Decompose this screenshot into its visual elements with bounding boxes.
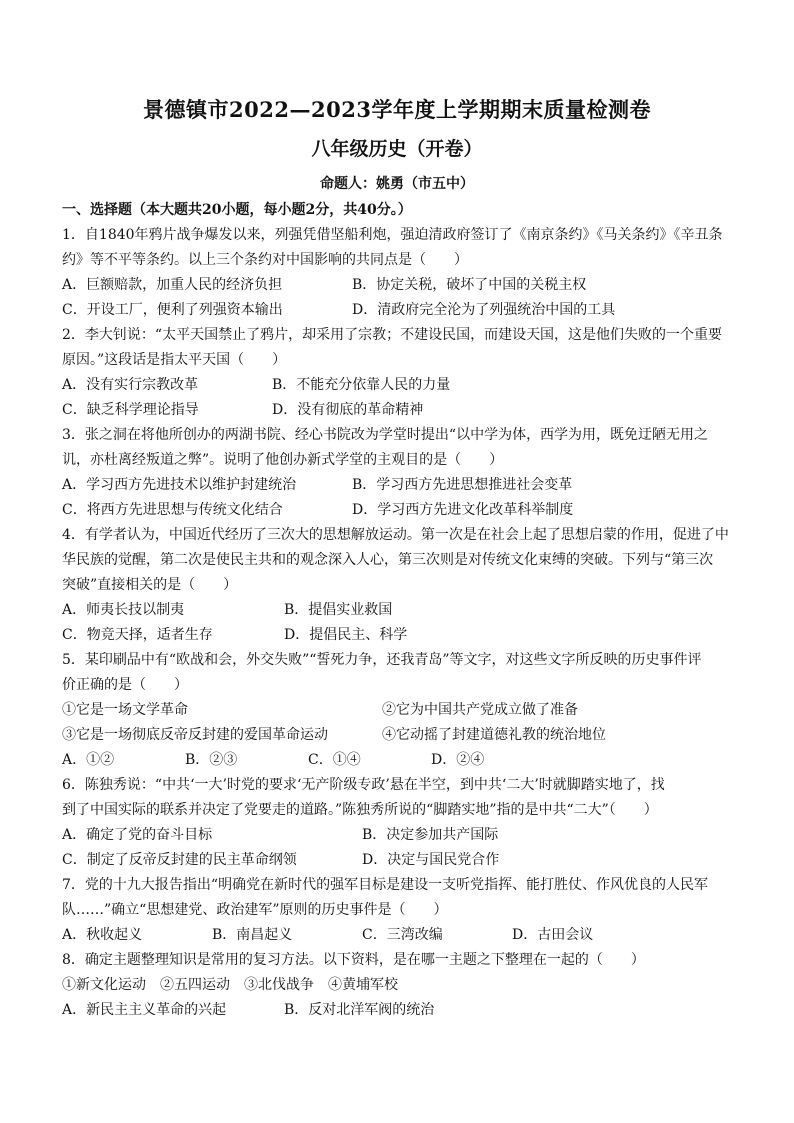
option-d: D．②④	[431, 752, 485, 768]
option-d: D．没有彻底的革命精神	[272, 402, 424, 418]
option-a: A．学习西方先进技术以维护封建统治	[62, 477, 297, 493]
question-stem: 2．李大钊说：“太平天国禁止了鸦片，却采用了宗教；不建设民国，而建设天国，这是他们失败的一个重要	[62, 327, 723, 343]
option-c: C．缺乏科学理论指导	[62, 402, 199, 418]
question-stem: 讥，亦杜离经叛道之弊”。说明了他创办新式学堂的主观目的是（ ）	[62, 452, 504, 468]
exam-title: 景德镇市2022—2023学年度上学期期末质量检测卷	[143, 97, 651, 122]
exam-author: 命题人：姚勇（市五中）	[320, 176, 474, 192]
option-a: A．确定了党的奋斗目标	[62, 827, 213, 843]
option-a: A．巨额赔款，加重人民的经济负担	[62, 277, 283, 293]
question-stem: 约》等不平等条约。以上三个条约对中国影响的共同点是（ ）	[62, 252, 468, 268]
option-c: C．①④	[308, 752, 361, 768]
option-d: D．提倡民主、科学	[284, 627, 408, 643]
option-b: B．协定关税，破坏了中国的关税主权	[352, 277, 587, 293]
option-d: D．古田会议	[512, 927, 594, 943]
question-stem: 8．确定主题整理知识是常用的复习方法。以下资料，是在哪一主题之下整理在一起的（ ）	[62, 952, 645, 968]
option-a: A．①②	[62, 752, 115, 768]
option-c: C．三湾改编	[362, 927, 443, 943]
option-c: C．制定了反帝反封建的民主革命纲领	[62, 852, 297, 868]
question-5	[62, 648, 742, 773]
option-b: B．②③	[185, 752, 238, 768]
section-heading: 一、选择题（本大题共20小题，每小题2分，共40分。）	[62, 202, 412, 218]
option-b: B．反对北洋军阀的统治	[284, 1002, 435, 1018]
question-4	[62, 523, 742, 648]
question-1	[62, 223, 742, 323]
option-a: A．没有实行宗教改革	[62, 377, 199, 393]
question-stem: 7．党的十九大报告指出“明确党在新时代的强军目标是建设一支听党指挥、能打胜仗、作风优良的人民军	[62, 877, 709, 893]
question-stem: 原因。”这段话是指太平天国（ ）	[62, 352, 287, 368]
option-c: C．开设工厂，便利了列强资本输出	[62, 302, 283, 318]
question-stem: 华民族的觉醒，第二次是使民主共和的观念深入人心，第三次则是对传统文化束缚的突破。下列与“第三次	[62, 552, 714, 568]
option-c: C．物竞天择，适者生存	[62, 627, 213, 643]
exam-subtitle: 八年级历史（开卷）	[311, 138, 483, 160]
option-a: A．新民主主义革命的兴起	[62, 1002, 227, 1018]
question-stem: 队……”确立“思想建党、政治建军”原则的历史事件是（ ）	[62, 902, 448, 918]
option-d: D．学习西方先进文化改革科举制度	[352, 502, 574, 518]
question-items: ①新文化运动 ②五四运动 ③北伐战争 ④黄埔军校	[62, 977, 398, 993]
option-b: B．学习西方先进思想推进社会变革	[352, 477, 573, 493]
statement-1: ①它是一场文学革命	[62, 702, 188, 718]
question-stem: 价正确的是（ ）	[62, 677, 188, 693]
option-a: A．师夷长技以制夷	[62, 602, 185, 618]
question-stem: 到了中国实际的联系并决定了党要走的道路。”陈独秀所说的“脚踏实地”指的是中共“二大”（ ）	[62, 802, 658, 818]
question-stem: 1．自1840年鸦片战争爆发以来，列强凭借坚船利炮，强迫清政府签订了《南京条约》《马关条约》《辛丑条	[62, 227, 723, 243]
statement-4: ④它动摇了封建道德礼教的统治地位	[382, 727, 606, 743]
option-b: B．不能充分依靠人民的力量	[272, 377, 451, 393]
question-3	[62, 423, 742, 523]
question-stem: 6．陈独秀说：“中共‘一大’时党的要求‘无产阶级专政’悬在半空，到中共‘二大’时就脚踏实地了，找	[62, 777, 665, 793]
option-d: D．决定与国民党合作	[362, 852, 500, 868]
question-6	[62, 773, 742, 873]
statement-3: ③它是一场彻底反帝反封建的爱国革命运动	[62, 727, 328, 743]
question-stem: 突破”直接相关的是（ ）	[62, 577, 238, 593]
option-c: C．将西方先进思想与传统文化结合	[62, 502, 283, 518]
option-a: A．秋收起义	[62, 927, 143, 943]
option-b: B．南昌起义	[212, 927, 293, 943]
statement-2: ②它为中国共产党成立做了准备	[382, 702, 578, 718]
question-8	[62, 948, 742, 1023]
question-stem: 5．某印刷品中有“欧战和会，外交失败”“誓死力争，还我青岛”等文字，对这些文字所反映的历史事件评	[62, 652, 702, 668]
question-stem: 4．有学者认为，中国近代经历了三次大的思想解放运动。第一次是在社会上起了思想启蒙的作用，促进了中	[62, 527, 729, 543]
question-7	[62, 873, 742, 948]
option-d: D．清政府完全沦为了列强统治中国的工具	[352, 302, 616, 318]
option-b: B．决定参加共产国际	[362, 827, 499, 843]
exam-body	[62, 198, 742, 1023]
question-stem: 3．张之洞在将他所创办的两湖书院、经心书院改为学堂时提出“以中学为体，西学为用，既免迂陋无用之	[62, 427, 709, 443]
question-2	[62, 323, 742, 423]
option-b: B．提倡实业救国	[284, 602, 393, 618]
